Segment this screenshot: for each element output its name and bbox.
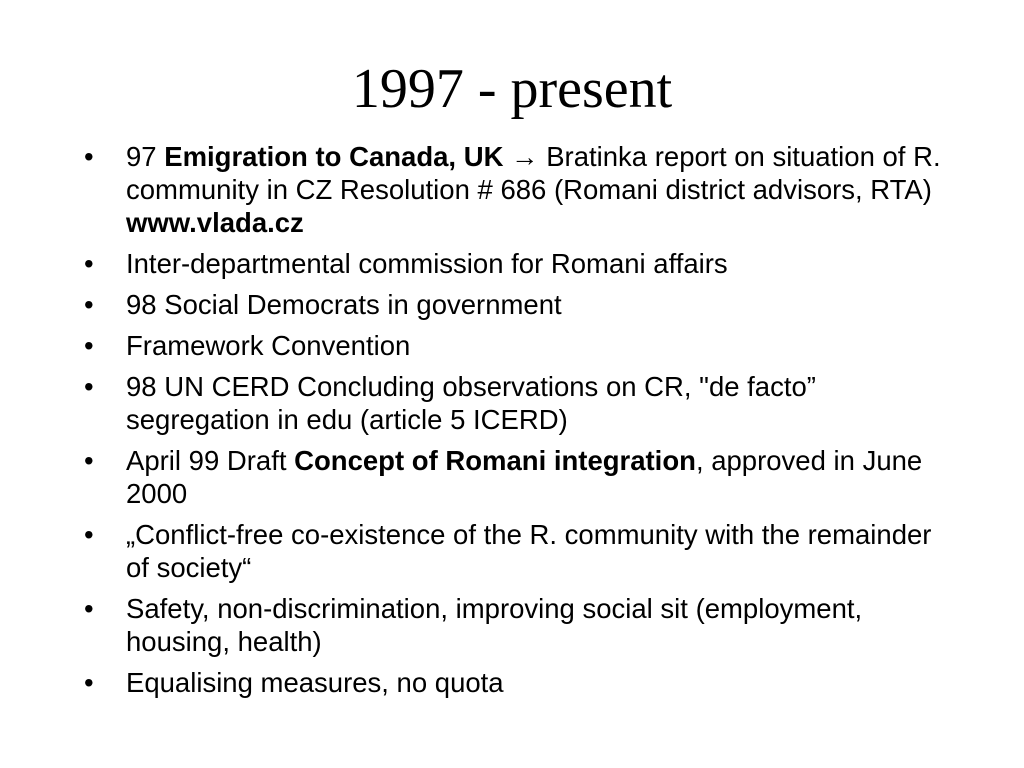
bullet-text-bold: Emigration to Canada, UK — [164, 141, 504, 172]
bullet-dot-icon: • — [84, 593, 94, 624]
bullet-text — [126, 593, 862, 657]
bullet-item — [84, 140, 944, 239]
bullet-text-bold: Concept of Romani integration — [294, 445, 696, 476]
bullet-item — [84, 518, 944, 584]
bullet-text-segment: Inter-departmental commission for Romani affairs — [126, 248, 728, 279]
bullet-dot-icon: • — [84, 667, 94, 698]
bullet-text-segment: „Conflict-free co-existence of the R. community with the remainder of society“ — [126, 519, 932, 583]
bullet-item — [84, 370, 944, 436]
bullet-dot-icon: • — [84, 141, 94, 172]
bullet-text — [126, 330, 410, 361]
bullet-text — [126, 141, 941, 238]
bullet-dot-icon: • — [84, 371, 94, 402]
bullet-item — [84, 444, 944, 510]
bullet-text-segment: Equalising measures, no quota — [126, 667, 504, 698]
bullet-item — [84, 329, 944, 362]
bullet-text-segment: Safety, non-discrimination, improving social sit (employment, housing, health) — [126, 593, 863, 657]
bullet-item — [84, 666, 944, 699]
bullet-text-bold: www.vlada.cz — [126, 207, 304, 238]
bullet-text-segment: 98 UN CERD Concluding observations on CR, "de facto” segregation in edu (article 5 ICERD) — [126, 371, 816, 435]
bullet-text-segment: , approved in June 2000 — [126, 445, 923, 509]
bullet-dot-icon: • — [84, 445, 94, 476]
bullet-text — [126, 371, 816, 435]
bullet-text-segment: Framework Convention — [126, 330, 411, 361]
bullet-dot-icon: • — [84, 519, 94, 550]
bullet-dot-icon: • — [84, 330, 94, 361]
bullet-text-segment: 98 Social Democrats in government — [126, 289, 562, 320]
bullet-text-segment: April 99 Draft — [126, 445, 295, 476]
bullet-dot-icon: • — [84, 248, 94, 279]
bullet-item — [84, 288, 944, 321]
bullet-text-segment: 97 — [126, 141, 165, 172]
bullet-text — [126, 667, 504, 698]
bullet-text — [126, 519, 931, 583]
bullet-list — [84, 140, 944, 707]
bullet-item — [84, 592, 944, 658]
bullet-text-segment: → Bratinka report on situation of R. community in CZ Resolution # 686 (Romani district advisors, RTA) — [126, 141, 941, 205]
bullet-item — [84, 247, 944, 280]
bullet-dot-icon: • — [84, 289, 94, 320]
bullet-text — [126, 248, 728, 279]
bullet-text — [126, 445, 922, 509]
bullet-text — [126, 289, 562, 320]
slide-title: 1997 - present — [351, 58, 673, 120]
